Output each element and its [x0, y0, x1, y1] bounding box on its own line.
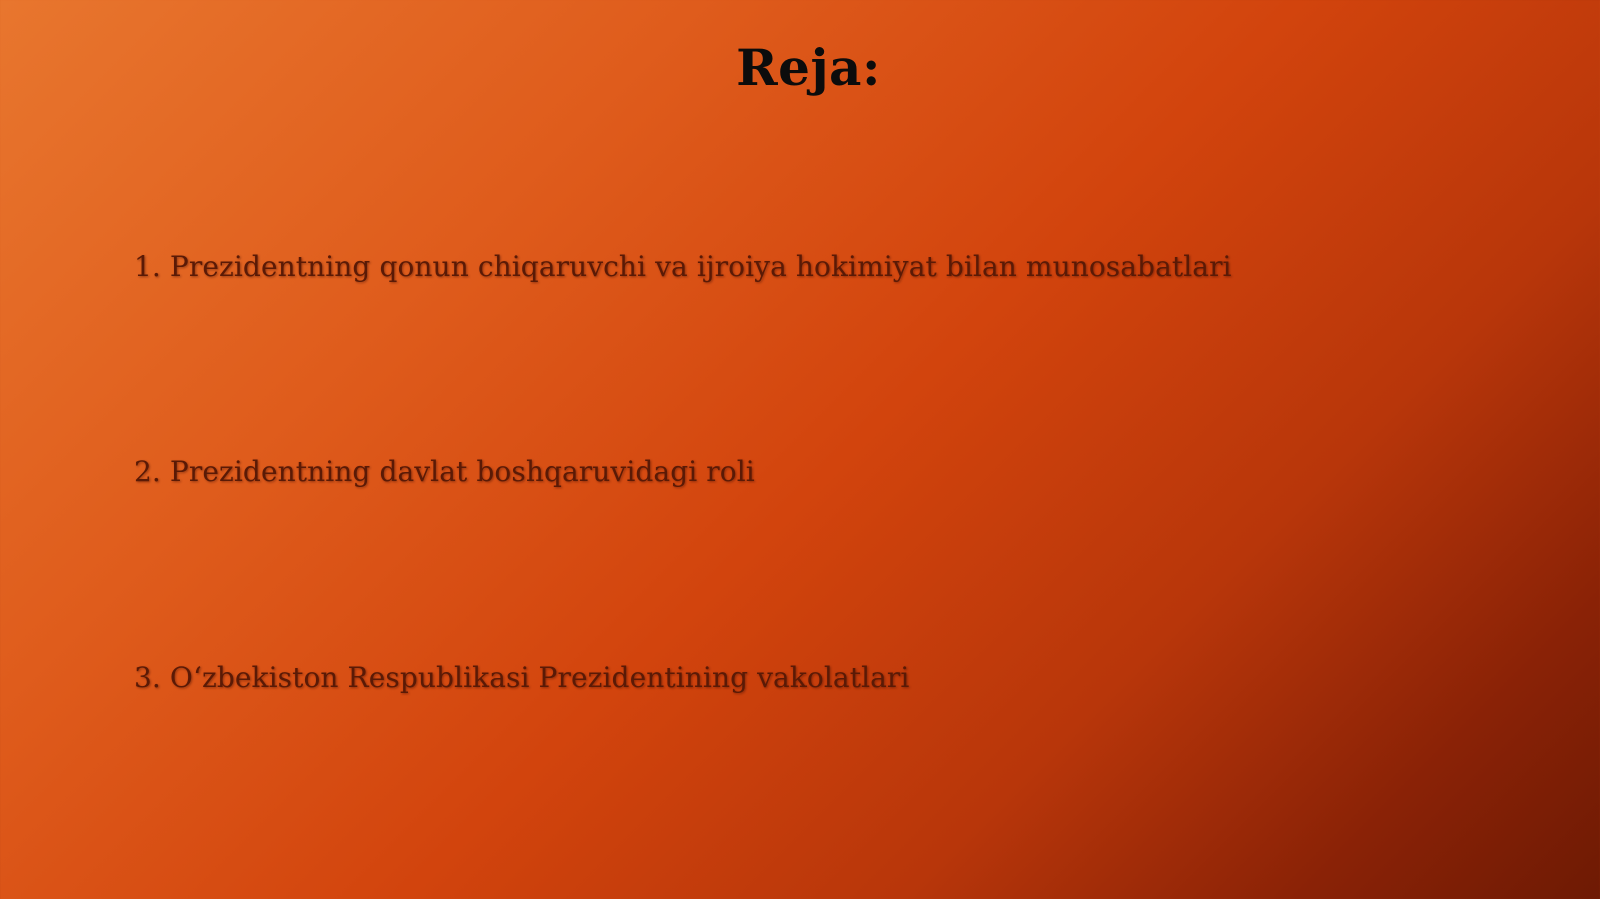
plan-item-1: 1. Prezidentning qonun chiqaruvchi va ijroiya hokimiyat bilan munosabatlari	[134, 250, 1232, 283]
plan-item-2: 2. Prezidentning davlat boshqaruvidagi roli	[134, 455, 755, 488]
slide-title: Reja:	[736, 38, 881, 97]
plan-item-3: 3. O‘zbekiston Respublikasi Prezidentining vakolatlari	[134, 661, 910, 694]
